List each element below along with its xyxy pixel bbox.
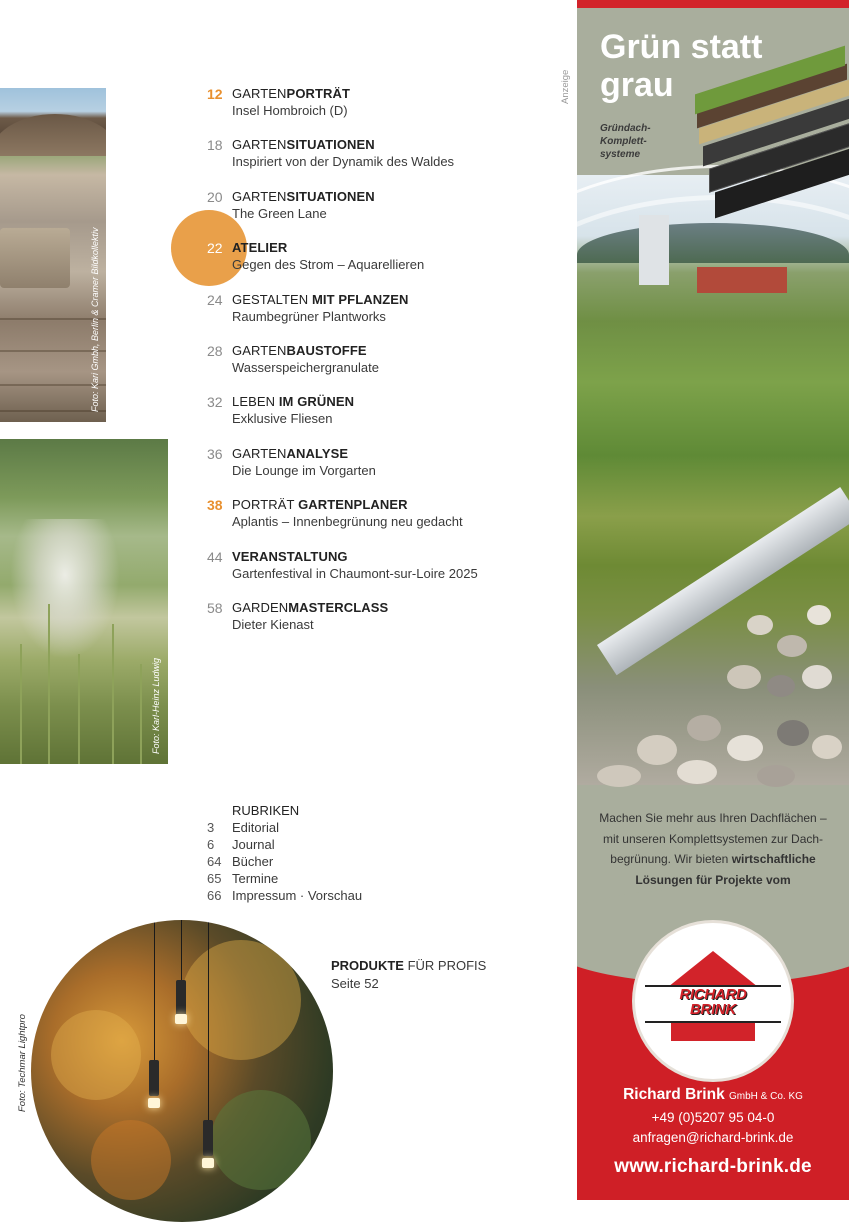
- rubriken-label: Termine: [232, 871, 279, 886]
- ad-contact: [577, 1086, 849, 1178]
- meadow-sculpture-photo: [0, 439, 168, 764]
- rubriken-heading: RUBRIKEN: [232, 803, 300, 818]
- toc-title-bold: PORTRÄT: [286, 86, 351, 101]
- toc-section-title: [232, 86, 350, 101]
- logo-text-2: BRINK: [690, 1001, 736, 1018]
- company-name: Richard Brink: [623, 1086, 725, 1103]
- produkte-page: Seite 52: [331, 976, 379, 991]
- website-link[interactable]: www.richard-brink.de: [614, 1156, 812, 1177]
- toc-section-title: [232, 189, 375, 204]
- ad-body-bold: wirtschaftliche Lösungen für Projekte vom: [635, 852, 816, 887]
- photo-credit-lights: Foto: Techmar Lightpro: [17, 1014, 28, 1112]
- toc-page-number: 20: [207, 188, 223, 205]
- toc-page-number: 24: [207, 291, 223, 308]
- richard-brink-logo[interactable]: [635, 923, 791, 1079]
- rubriken-label: Bücher: [232, 854, 274, 869]
- email-link[interactable]: anfragen@richard-brink.de: [632, 1130, 794, 1145]
- lounge-sofa-shape: [0, 228, 70, 288]
- produkte-bold: PRODUKTE: [331, 958, 404, 973]
- sculpture-shape: [10, 519, 120, 659]
- toc-article-subtitle: Wasserspeichergranulate: [232, 360, 379, 375]
- ad-label: Anzeige: [560, 69, 571, 104]
- photo-credit-meadow: Foto: Karl-Heinz Ludwig: [151, 657, 161, 754]
- ad-headline: Grün statt grau: [600, 28, 763, 104]
- toc-title-plain: GARTEN: [232, 445, 287, 461]
- toc-title-bold: GARTENPLANER: [298, 497, 408, 513]
- green-roof-photo: [577, 175, 849, 785]
- toc-section-title: [232, 600, 388, 615]
- produkte-plain: FÜR PROFIS: [403, 958, 487, 973]
- toc-title-bold: BAUSTOFFE: [286, 343, 367, 358]
- toc-title-bold: SITUATIONEN: [286, 137, 375, 153]
- toc-page-number: 58: [207, 600, 223, 616]
- toc-page-number: 44: [207, 548, 223, 565]
- toc-title-plain: GARDEN: [232, 600, 289, 615]
- garden-lights-photo: [31, 920, 333, 1222]
- rubriken-page-number: 6: [207, 837, 215, 852]
- toc-section-title: [232, 446, 348, 461]
- toc-article-subtitle: Gartenfestival in Chaumont-sur-Loire 2025: [232, 565, 478, 581]
- toc-article-subtitle: Aplantis – Innenbegrünung neu gedacht: [232, 514, 463, 530]
- phone-number: +49 (0)5207 95 04-0: [651, 1110, 775, 1125]
- toc-title-bold: ANALYSE: [286, 445, 349, 461]
- toc-section-title: [232, 292, 409, 307]
- toc-article-subtitle: Exklusive Fliesen: [232, 411, 333, 427]
- photo-credit-terrace: Foto: Kari Gmbh, Berlin & Cramer Bildkollektiv: [90, 227, 100, 412]
- toc-title-bold: VERANSTALTUNG: [232, 548, 348, 564]
- toc-article-subtitle: The Green Lane: [232, 205, 327, 221]
- produkte-teaser[interactable]: [331, 958, 486, 991]
- toc-title-plain: GARTEN: [232, 343, 287, 358]
- toc-title-bold: IM GRÜNEN: [278, 394, 355, 410]
- toc-article-subtitle: Dieter Kienast: [232, 617, 314, 632]
- toc-title-bold: SITUATIONEN: [286, 188, 375, 204]
- toc-title-plain: GESTALTEN: [232, 291, 312, 307]
- toc-section-title: [232, 343, 367, 358]
- toc-title-plain: GARTEN: [232, 137, 287, 153]
- rubriken-page-number: 64: [207, 854, 222, 869]
- rubriken-label: Impressum · Vorschau: [232, 888, 363, 903]
- toc-page-number: 22: [207, 240, 223, 257]
- toc-section-title: [232, 549, 348, 564]
- toc-section-title: [232, 137, 375, 152]
- toc-title-bold: ATELIER: [232, 240, 288, 256]
- toc-section-title: [232, 394, 354, 409]
- rubriken-label: Editorial: [232, 820, 279, 835]
- toc-title-bold: MASTERCLASS: [288, 600, 389, 615]
- toc-article-subtitle: Gegen des Strom – Aquarellieren: [232, 257, 425, 273]
- toc-section-title: [232, 240, 287, 255]
- toc-title-plain: LEBEN: [232, 394, 279, 410]
- toc-article-subtitle: Die Lounge im Vorgarten: [232, 462, 376, 478]
- toc-title-plain: GARTEN: [232, 188, 287, 204]
- rubriken-page-number: 65: [207, 871, 222, 886]
- ad-body-plain: Machen Sie mehr aus Ihren Dachflächen – mit unseren Komplettsystemen zur Dach-begrünung. Wir bieten: [599, 811, 827, 866]
- toc-title-plain: PORTRÄT: [232, 497, 299, 513]
- logo-text-1: RICHARD: [679, 986, 747, 1003]
- toc-title-plain: GARTEN: [232, 86, 287, 101]
- toc-page-number: 36: [207, 445, 223, 462]
- toc-title-bold: MIT PFLANZEN: [311, 291, 409, 307]
- advertisement[interactable]: [577, 0, 849, 1200]
- toc-page-number: 12: [207, 86, 223, 102]
- rubriken-page-number: 66: [207, 888, 222, 903]
- rubriken-page-number: 3: [207, 820, 215, 835]
- company-suffix: GmbH & Co. KG: [729, 1091, 803, 1102]
- toc-page-number: 18: [207, 137, 223, 154]
- toc-article-subtitle: Inspiriert von der Dynamik des Waldes: [232, 154, 455, 170]
- toc-section-title: [232, 497, 408, 512]
- toc-page-number: 38: [207, 497, 223, 514]
- roof-edge-shape: [597, 487, 849, 675]
- ad-subline: Gründach-Komplett-systeme: [600, 123, 651, 160]
- canopy-shape: [0, 114, 106, 156]
- toc-page-number: 28: [207, 343, 223, 359]
- rubriken-label: Journal: [232, 837, 275, 852]
- toc-page-number: 32: [207, 394, 223, 411]
- toc-article-subtitle: Raumbegrüner Plantworks: [232, 308, 386, 324]
- toc-article-subtitle: Insel Hombroich (D): [232, 103, 348, 118]
